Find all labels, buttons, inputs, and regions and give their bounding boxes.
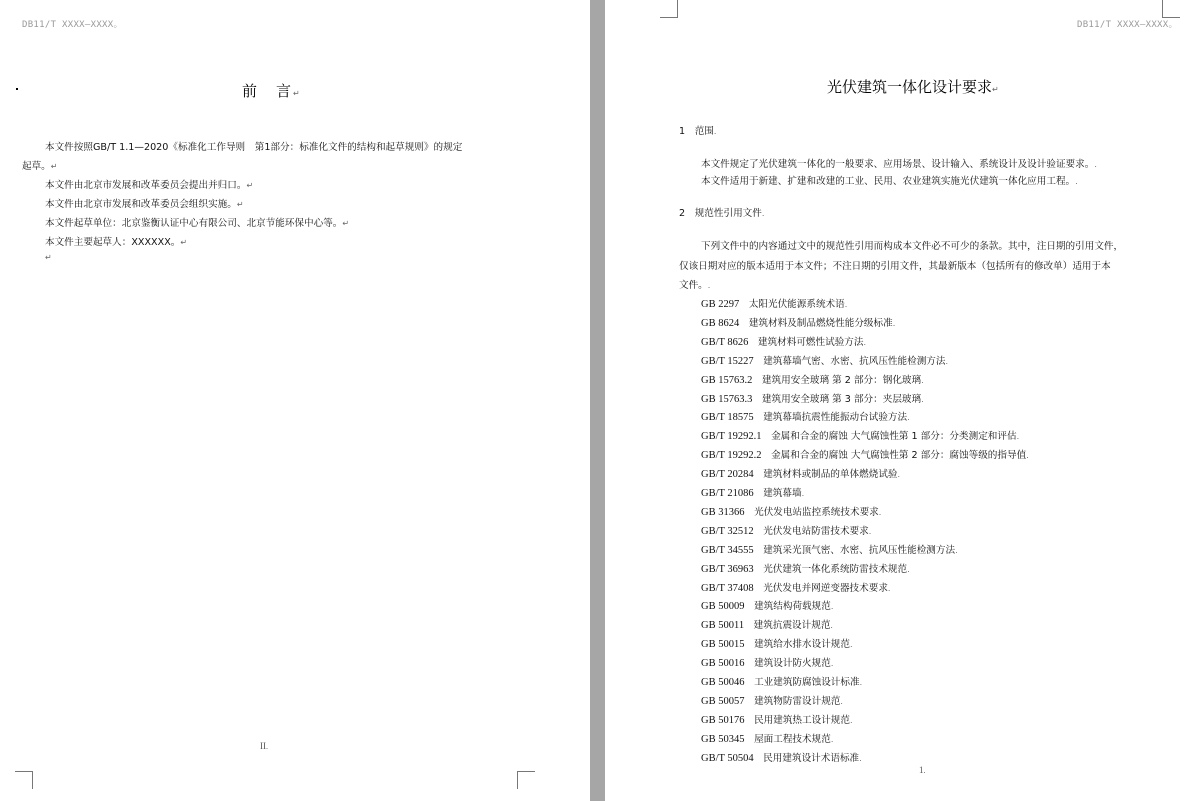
reference-code: GB/T 34555: [701, 544, 754, 556]
foreword-paragraph: 起草。↵: [22, 161, 58, 172]
reference-title: 建筑材料可燃性试验方法: [757, 336, 864, 348]
reference-title: 建筑采光顶气密、水密、抗风压性能检测方法: [763, 544, 956, 556]
reference-code: GB 50016: [701, 658, 745, 670]
reference-code: GB 50176: [701, 714, 745, 726]
reference-code: GB 50345: [701, 733, 745, 745]
reference-title: 建筑给水排水设计规范: [754, 639, 850, 651]
page-number: II.: [260, 741, 268, 751]
reference-title: 民用建筑热工设计规范: [754, 714, 850, 726]
reference-code: GB 50009: [701, 601, 745, 613]
document-page-left: [0, 0, 590, 801]
reference-title: 光伏发电站监控系统技术要求: [754, 506, 879, 518]
reference-title: 建筑材料及制品燃烧性能分级标准: [748, 317, 893, 329]
reference-code: GB/T 19292.2: [701, 450, 762, 462]
page-title: 光伏建筑一体化设计要求↵: [827, 78, 999, 96]
reference-code: GB 31366: [701, 506, 745, 518]
reference-item: GB/T 20284 建筑材料或制品的单体燃烧试验.: [701, 469, 901, 481]
reference-title: 建筑抗震设计规范: [753, 620, 831, 632]
reference-item: GB 50015 建筑给水排水设计规范.: [701, 639, 853, 651]
references-intro: 仅该日期对应的版本适用于本文件；不注日期的引用文件，其最新版本（包括所有的修改单）适用于本: [679, 261, 1111, 272]
reference-title: 屋面工程技术规范: [754, 733, 831, 745]
foreword-paragraph: 本文件按照GB/T 1.1—2020《标准化工作导则 第1部分：标准化文件的结构和起草规则》的规定: [45, 142, 463, 153]
page-title: 前 言↵: [242, 82, 302, 100]
reference-item: GB 15763.2 建筑用安全玻璃 第 2 部分：钢化玻璃.: [701, 374, 924, 386]
reference-code: GB/T 37408: [701, 582, 754, 594]
reference-item: GB/T 32512 光伏发电站防雷技术要求.: [701, 525, 872, 537]
bullet-mark: [16, 88, 18, 90]
crop-mark: [517, 771, 535, 789]
reference-title: 建筑幕墙气密、水密、抗风压性能检测方法: [763, 355, 946, 367]
reference-title: 光伏发电并网逆变器技术要求: [763, 582, 888, 594]
section-heading-references: 2 规范性引用文件.: [679, 208, 765, 219]
reference-item: GB 50176 民用建筑热工设计规范.: [701, 714, 853, 726]
reference-code: GB/T 19292.1: [701, 431, 762, 443]
reference-code: GB 15763.3: [701, 393, 753, 405]
reference-title: 建筑幕墙: [763, 488, 802, 499]
reference-title: 建筑物防雷设计规范: [754, 695, 841, 707]
foreword-paragraph: 本文件由北京市发展和改革委员会提出并归口。↵: [45, 180, 254, 191]
reference-code: GB/T 50504: [701, 752, 754, 764]
reference-title: 建筑设计防火规范: [754, 658, 831, 670]
reference-code: GB 50015: [701, 639, 745, 651]
reference-code: GB 15763.2: [701, 374, 753, 386]
reference-item: GB 50016 建筑设计防火规范.: [701, 658, 834, 670]
reference-code: GB 50046: [701, 677, 745, 688]
reference-code: GB 50011: [701, 620, 745, 632]
section-heading-scope: 1 范围.: [679, 126, 717, 137]
scope-paragraph: 本文件规定了光伏建筑一体化的一般要求、应用场景、设计输入、系统设计及设计验证要求。.: [701, 159, 1097, 170]
reference-item: GB/T 21086 建筑幕墙.: [701, 488, 805, 499]
scope-paragraph: 本文件适用于新建、扩建和改建的工业、民用、农业建筑实施光伏建筑一体化应用工程。.: [701, 176, 1078, 187]
reference-title: 金属和合金的腐蚀 大气腐蚀性第 2 部分：腐蚀等级的指导值: [771, 450, 1027, 462]
reference-item: GB 50009 建筑结构荷载规范.: [701, 601, 834, 613]
reference-title: 建筑用安全玻璃 第 3 部分：夹层玻璃: [761, 393, 922, 405]
reference-title: 建筑用安全玻璃 第 2 部分：钢化玻璃: [761, 374, 922, 386]
foreword-paragraph: 本文件由北京市发展和改革委员会组织实施。↵: [45, 199, 244, 210]
reference-item: GB/T 50504 民用建筑设计术语标准.: [701, 752, 862, 764]
reference-item: GB 15763.3 建筑用安全玻璃 第 3 部分：夹层玻璃.: [701, 393, 924, 405]
header-code: DB11/T XXXX—XXXX。: [1077, 20, 1178, 30]
reference-code: GB/T 18575: [701, 412, 754, 424]
crop-mark: [660, 0, 678, 18]
empty-paragraph-mark: ↵: [45, 253, 52, 262]
references-intro: 文件。.: [679, 280, 711, 291]
reference-code: GB/T 8626: [701, 336, 749, 348]
reference-title: 建筑材料或制品的单体燃烧试验: [763, 469, 898, 481]
reference-item: GB 50046 工业建筑防腐蚀设计标准.: [701, 677, 863, 688]
reference-item: GB/T 8626 建筑材料可燃性试验方法.: [701, 336, 867, 348]
reference-title: 建筑结构荷载规范: [754, 601, 831, 613]
reference-code: GB/T 32512: [701, 525, 754, 537]
foreword-paragraph: 本文件主要起草人：XXXXXX。↵: [45, 237, 188, 248]
reference-title: 工业建筑防腐蚀设计标准: [754, 677, 860, 688]
reference-item: GB 50011 建筑抗震设计规范.: [701, 620, 833, 632]
crop-mark: [15, 771, 33, 789]
reference-code: GB 50057: [701, 695, 745, 707]
reference-code: GB/T 36963: [701, 563, 754, 575]
reference-item: GB 50057 建筑物防雷设计规范.: [701, 695, 843, 707]
reference-title: 建筑幕墙抗震性能振动台试验方法: [763, 412, 908, 424]
page-number: 1.: [919, 765, 926, 775]
reference-item: GB 8624 建筑材料及制品燃烧性能分级标准.: [701, 317, 896, 329]
reference-item: GB/T 36963 光伏建筑一体化系统防雷技术规范.: [701, 563, 910, 575]
reference-code: GB 8624: [701, 317, 740, 329]
reference-item: GB/T 18575 建筑幕墙抗震性能振动台试验方法.: [701, 412, 910, 424]
reference-title: 民用建筑设计术语标准: [763, 752, 860, 764]
reference-item: GB/T 34555 建筑采光顶气密、水密、抗风压性能检测方法.: [701, 544, 958, 556]
references-intro: 下列文件中的内容通过文中的规范性引用而构成本文件必不可少的条款。其中，注日期的引用文件，: [701, 241, 1124, 252]
reference-code: GB 2297: [701, 299, 740, 310]
reference-title: 光伏建筑一体化系统防雷技术规范: [763, 563, 908, 575]
reference-code: GB/T 15227: [701, 355, 754, 367]
reference-code: GB/T 21086: [701, 488, 754, 499]
reference-item: GB/T 19292.2 金属和合金的腐蚀 大气腐蚀性第 2 部分：腐蚀等级的指导值.: [701, 450, 1029, 462]
reference-item: GB 50345 屋面工程技术规范.: [701, 733, 834, 745]
crop-mark: [1162, 0, 1180, 18]
reference-code: GB/T 20284: [701, 469, 754, 481]
reference-item: GB 2297 太阳光伏能源系统术语.: [701, 299, 848, 310]
header-code: DB11/T XXXX—XXXX。: [22, 20, 123, 30]
foreword-paragraph: 本文件起草单位：北京鉴衡认证中心有限公司、北京节能环保中心等。↵: [45, 218, 350, 229]
reference-item: GB/T 37408 光伏发电并网逆变器技术要求.: [701, 582, 891, 594]
reference-title: 太阳光伏能源系统术语: [748, 299, 845, 310]
reference-title: 金属和合金的腐蚀 大气腐蚀性第 1 部分：分类测定和评估: [771, 431, 1017, 443]
document-page-right: [605, 0, 1197, 801]
reference-item: GB 31366 光伏发电站监控系统技术要求.: [701, 506, 882, 518]
reference-item: GB/T 19292.1 金属和合金的腐蚀 大气腐蚀性第 1 部分：分类测定和评估.: [701, 431, 1020, 443]
reference-item: GB/T 15227 建筑幕墙气密、水密、抗风压性能检测方法.: [701, 355, 949, 367]
reference-title: 光伏发电站防雷技术要求: [763, 525, 869, 537]
